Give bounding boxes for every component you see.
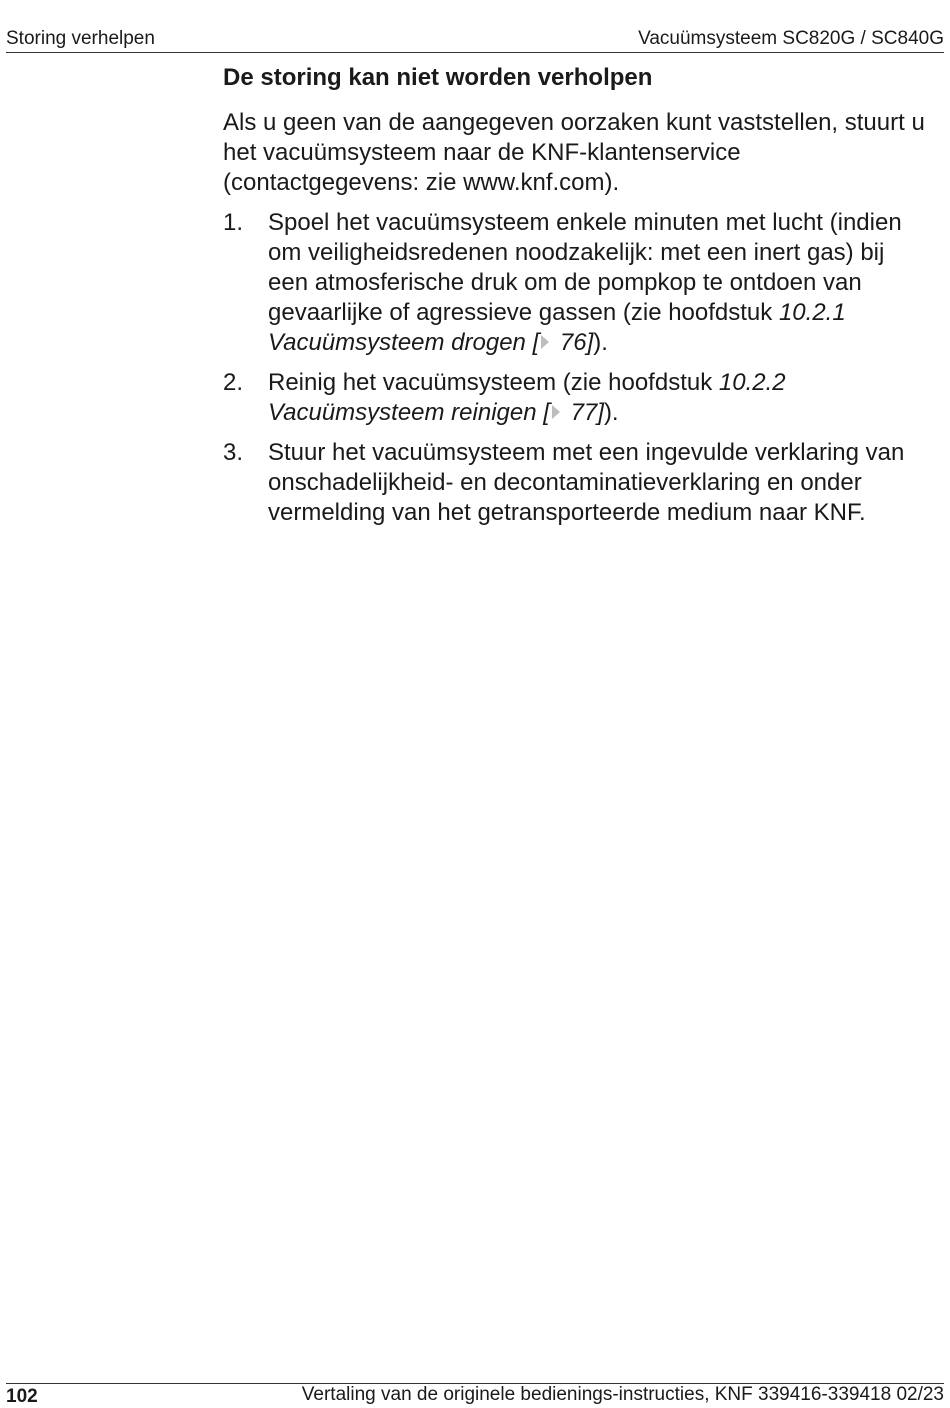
section-heading: De storing kan niet worden verholpen xyxy=(223,64,653,91)
page-number: 102 xyxy=(6,1386,38,1407)
reference-title: 10.2.2 Vacuümsysteem reinigen [ xyxy=(268,369,786,426)
step-suffix: ). xyxy=(603,399,619,426)
document-info: Vertaling van de originele bedienings-instructies, KNF 339416-339418 02/23 xyxy=(301,1384,944,1405)
step-number: 1. xyxy=(223,209,244,236)
page-header xyxy=(6,26,944,53)
list-item xyxy=(223,368,928,428)
step-number: 2. xyxy=(223,369,244,396)
reference-page: 77] xyxy=(563,399,604,426)
steps-list xyxy=(223,208,928,528)
step-text: Spoel het vacuümsysteem enkele minuten met lucht (indien om veiligheidsredenen noodzakelijk: met een inert gas) bij een atmosferische druk om de pompkop te ontdoen van gevaarlijke of agressieve gassen (zie hoofdstuk xyxy=(268,209,902,326)
arrow-right-icon xyxy=(541,335,549,349)
step-number: 3. xyxy=(223,439,244,466)
arrow-right-icon xyxy=(552,405,560,419)
intro-paragraph: Als u geen van de aangegeven oorzaken kunt vaststellen, stuurt u het vacuümsysteem naar de KNF-klantenservice (contactgegevens: zie www.knf.com). xyxy=(223,109,925,196)
header-product-title: Vacuümsysteem SC820G / SC840G xyxy=(638,28,944,49)
header-section-title: Storing verhelpen xyxy=(6,28,155,49)
page-footer xyxy=(6,1383,944,1408)
step-suffix: ). xyxy=(593,329,608,356)
reference-title: 10.2.1 Vacuümsysteem drogen [ xyxy=(268,299,846,356)
main-content xyxy=(223,62,928,538)
list-item xyxy=(223,438,928,528)
reference-page: 76] xyxy=(553,329,594,356)
step-text: Stuur het vacuümsysteem met een ingevulde verklaring van onschadelijkheid- en decontaminatieverklaring en onder vermelding van het getransporteerde medium naar KNF. xyxy=(268,439,905,526)
step-text: Reinig het vacuümsysteem (zie hoofdstuk xyxy=(268,369,719,396)
list-item xyxy=(223,208,928,358)
